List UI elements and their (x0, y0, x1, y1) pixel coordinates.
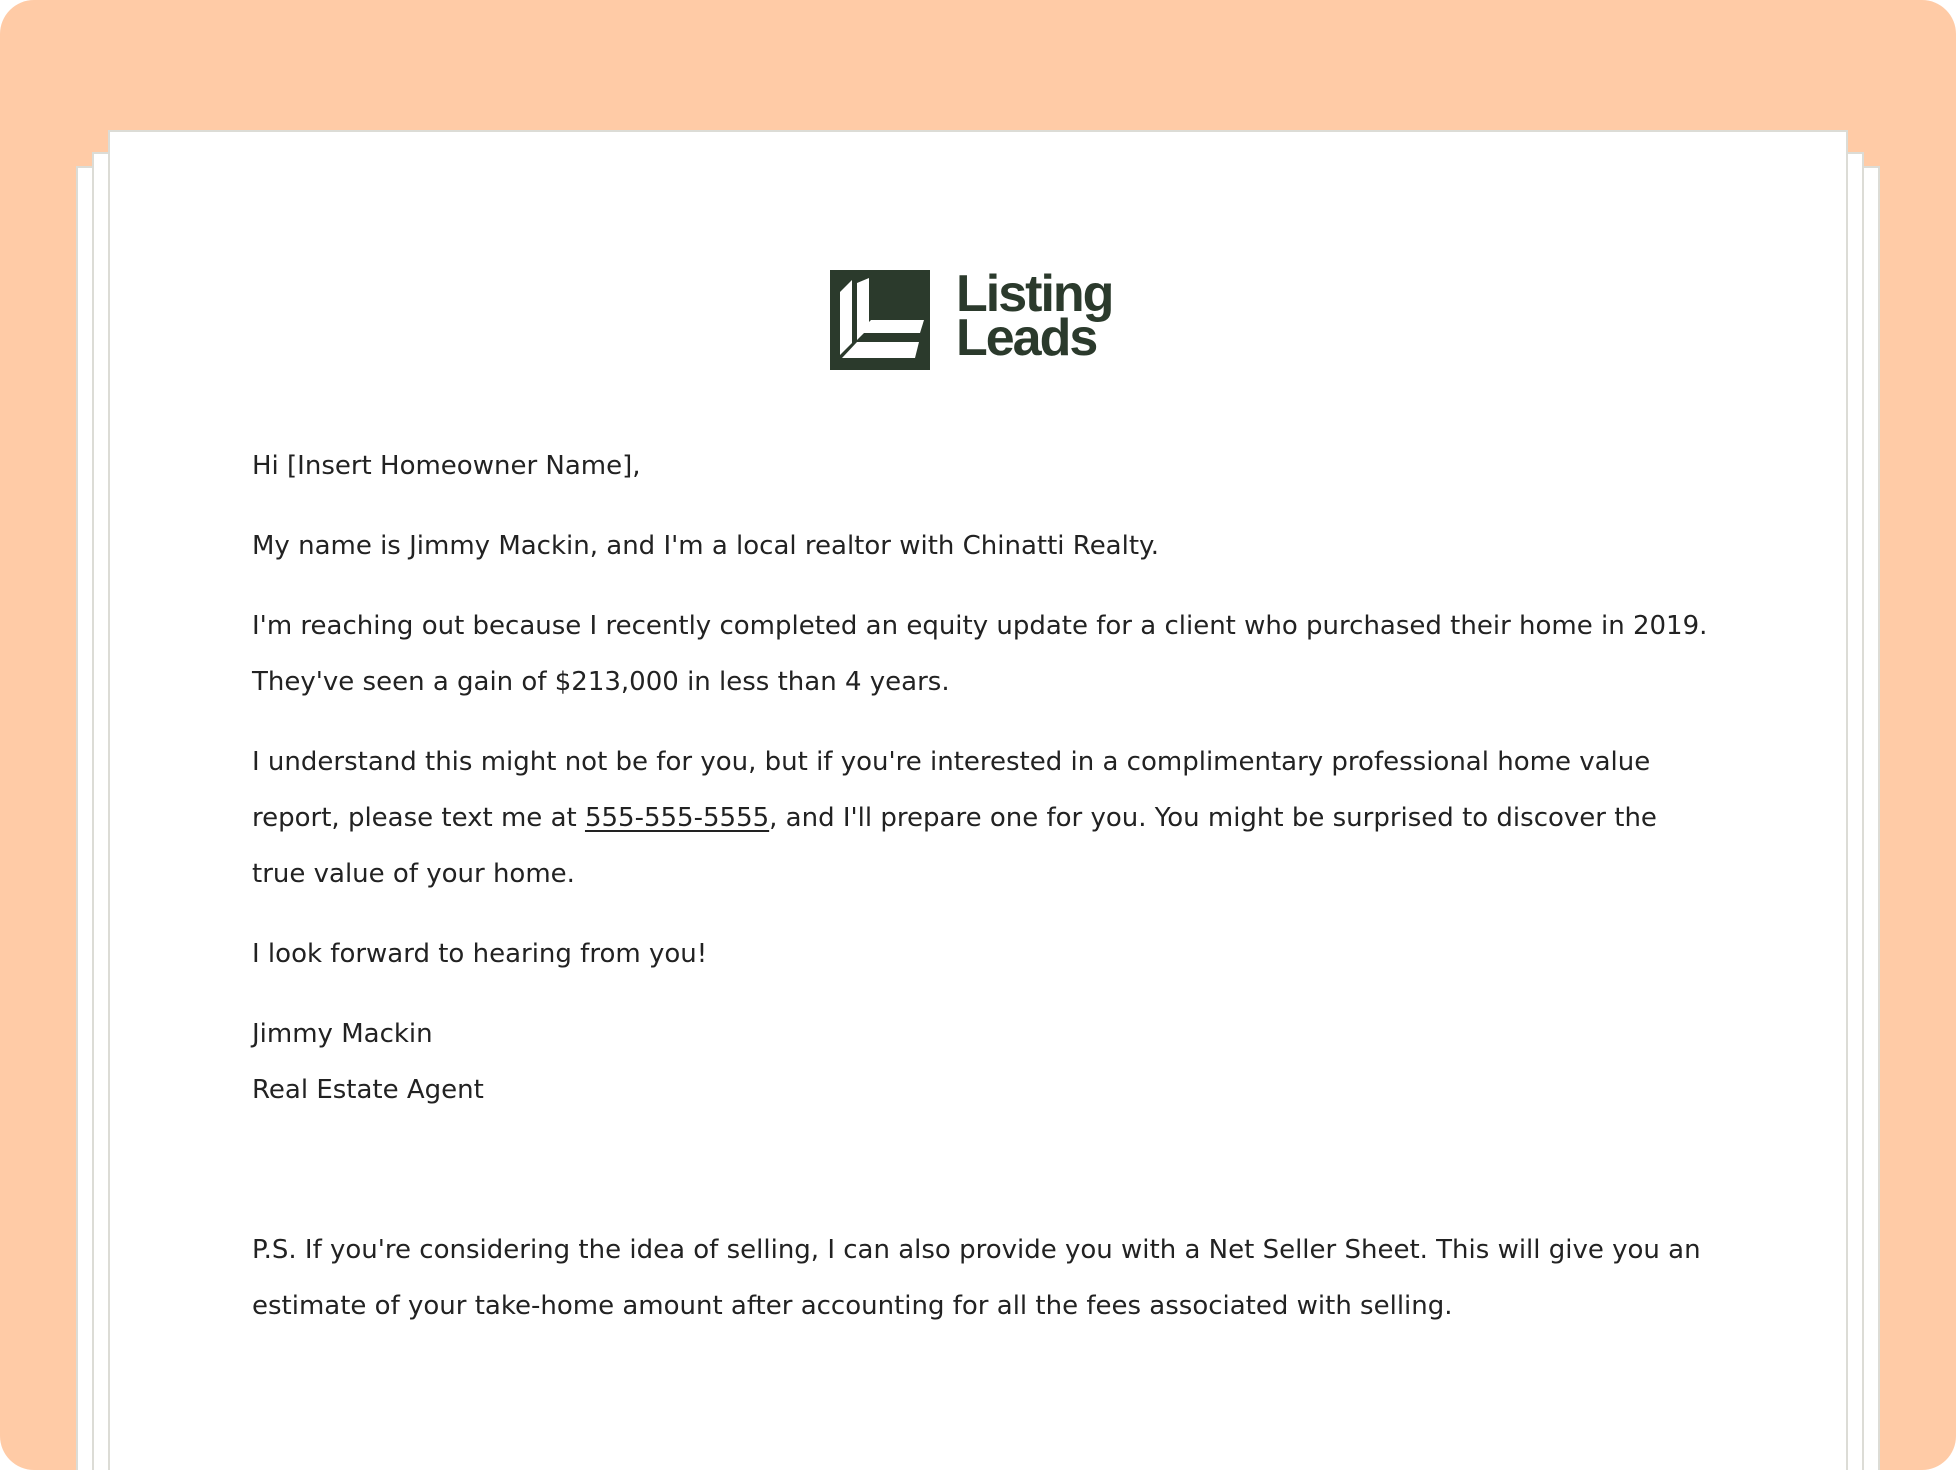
postscript: P.S. If you're considering the idea of selling, I can also provide you with a Net Seller Sheet. This will give you an estimate of your take-home amount after accounting for all the fees associated with selling. (252, 1235, 1701, 1321)
signature-title: Real Estate Agent (252, 1075, 484, 1105)
letter-body (252, 438, 1712, 1358)
intro-paragraph: My name is Jimmy Mackin, and I'm a local realtor with Chinatti Realty. (252, 531, 1159, 561)
signature-name: Jimmy Mackin (252, 1019, 433, 1049)
listing-leads-logo (830, 265, 1130, 370)
offer-text-end: , and I'll prepare one for you. You might be surprised to discover the true value of your home. (252, 803, 1657, 889)
offer-paragraph (252, 734, 1712, 902)
closing-line: I look forward to hearing from you! (252, 939, 708, 969)
logo-text-line2: Leads (956, 309, 1097, 367)
phone-number-link[interactable]: 555-555-5555 (584, 803, 770, 833)
logo-text-line1: Listing (956, 265, 1113, 323)
offer-text-start: I understand this might not be for you, but if you're interested in a complimentary professional home value report, please text me at (252, 747, 1651, 833)
logo-wordmark (956, 265, 1113, 367)
equity-paragraph: I'm reaching out because I recently completed an equity update for a client who purchased their home in 2019. They've seen a gain of $213,000 in less than 4 years. (252, 611, 1708, 697)
logo-mark-icon (830, 270, 930, 370)
greeting: Hi [Insert Homeowner Name], (252, 451, 641, 481)
